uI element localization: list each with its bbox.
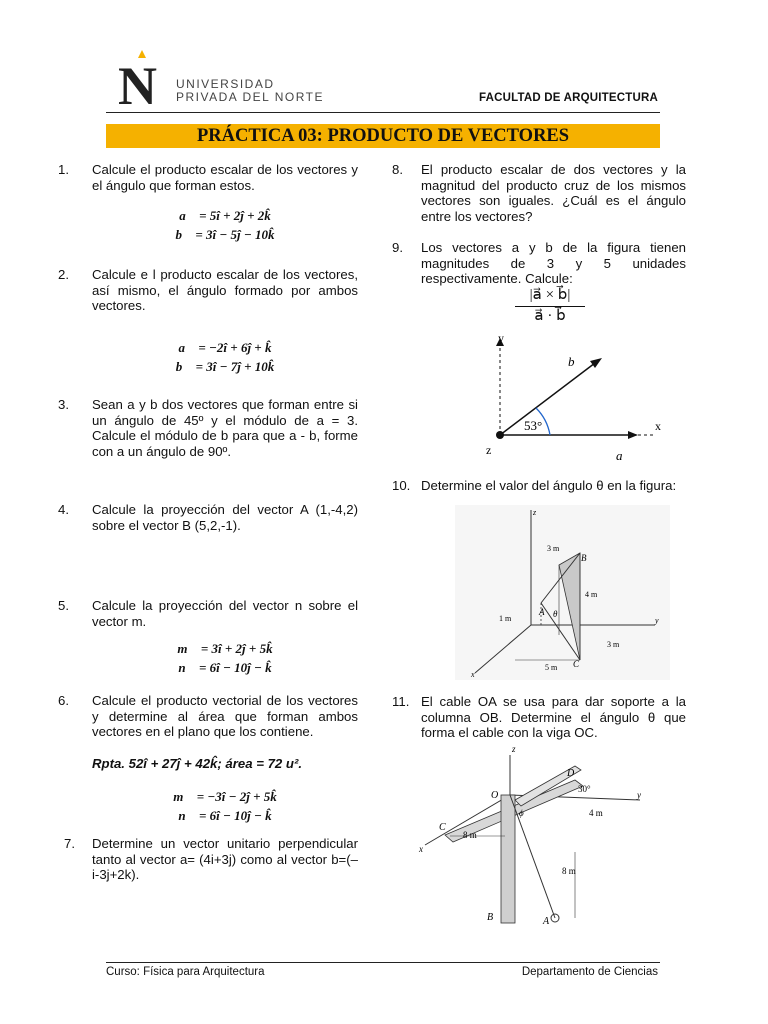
page-title: PRÁCTICA 03: PRODUCTO DE VECTORES <box>106 124 660 148</box>
formula: b⃗ = 3î − 5ĵ − 10k̂ <box>175 227 275 242</box>
svg-text:30°: 30° <box>578 784 591 794</box>
svg-text:ϕ: ϕ <box>519 808 524 818</box>
svg-text:y: y <box>655 616 659 625</box>
svg-text:z: z <box>486 443 492 457</box>
formula: a⃗ = 5î + 2ĵ + 2k̂ <box>179 208 271 223</box>
svg-text:y: y <box>498 331 504 345</box>
fraction-denominator: a⃗ · b⃗ <box>534 307 566 324</box>
footer-department: Departamento de Ciencias <box>521 966 658 978</box>
svg-text:8 m: 8 m <box>463 830 477 840</box>
svg-text:x: x <box>419 844 423 854</box>
svg-text:B: B <box>581 553 587 563</box>
logo-letter: N <box>118 56 157 110</box>
svg-text:A: A <box>543 916 550 927</box>
svg-text:C: C <box>439 822 446 833</box>
figure-angle-theta <box>455 505 670 680</box>
formula: m⃗ = −3î − 2ĵ + 5k̂ <box>173 789 277 804</box>
svg-text:z: z <box>533 508 537 517</box>
answer: Rpta. 52î + 27ĵ + 42k̂; área = 72 u². <box>92 756 303 771</box>
svg-text:4 m: 4 m <box>585 590 598 599</box>
svg-text:D: D <box>567 768 575 779</box>
figure-vectors-ab <box>480 330 680 470</box>
svg-text:5 m: 5 m <box>545 663 558 672</box>
svg-text:O: O <box>491 790 499 801</box>
svg-text:3 m: 3 m <box>547 544 560 553</box>
svg-text:4 m: 4 m <box>589 808 603 818</box>
svg-text:1 m: 1 m <box>499 614 512 623</box>
svg-text:θ: θ <box>553 609 558 619</box>
svg-text:x: x <box>655 419 661 433</box>
formula: m⃗ = 3î + 2ĵ + 5k̂ <box>177 641 273 656</box>
svg-text:z: z <box>512 744 516 754</box>
svg-text:x: x <box>471 670 475 679</box>
faculty-label: FACULTAD DE ARQUITECTURA <box>479 92 658 104</box>
svg-text:C: C <box>573 659 580 669</box>
fraction <box>515 288 585 324</box>
formula: b⃗ = 3î − 7ĵ + 10k̂ <box>175 359 275 374</box>
footer-divider <box>106 962 660 963</box>
svg-text:B: B <box>487 912 494 923</box>
formula: a⃗ = −2î + 6ĵ + k̂ <box>178 340 272 355</box>
svg-text:a⃗: a⃗ <box>616 448 633 463</box>
footer-course: Curso: Física para Arquitectura <box>106 966 265 978</box>
svg-text:53°: 53° <box>524 418 543 433</box>
svg-text:8 m: 8 m <box>562 866 576 876</box>
svg-text:b⃗: b⃗ <box>568 354 585 369</box>
svg-text:y: y <box>637 790 641 800</box>
header-divider <box>106 112 660 113</box>
svg-text:3 m: 3 m <box>607 640 620 649</box>
university-name: UNIVERSIDAD PRIVADA DEL NORTE <box>176 77 324 104</box>
formula: n⃗ = 6î − 10ĵ − k̂ <box>178 808 272 823</box>
svg-text:A: A <box>539 607 545 617</box>
formula: n⃗ = 6î − 10ĵ − k̂ <box>178 660 272 675</box>
figure-cable-column <box>415 740 655 928</box>
fraction-numerator: |a⃗ × b⃗| <box>529 287 571 303</box>
